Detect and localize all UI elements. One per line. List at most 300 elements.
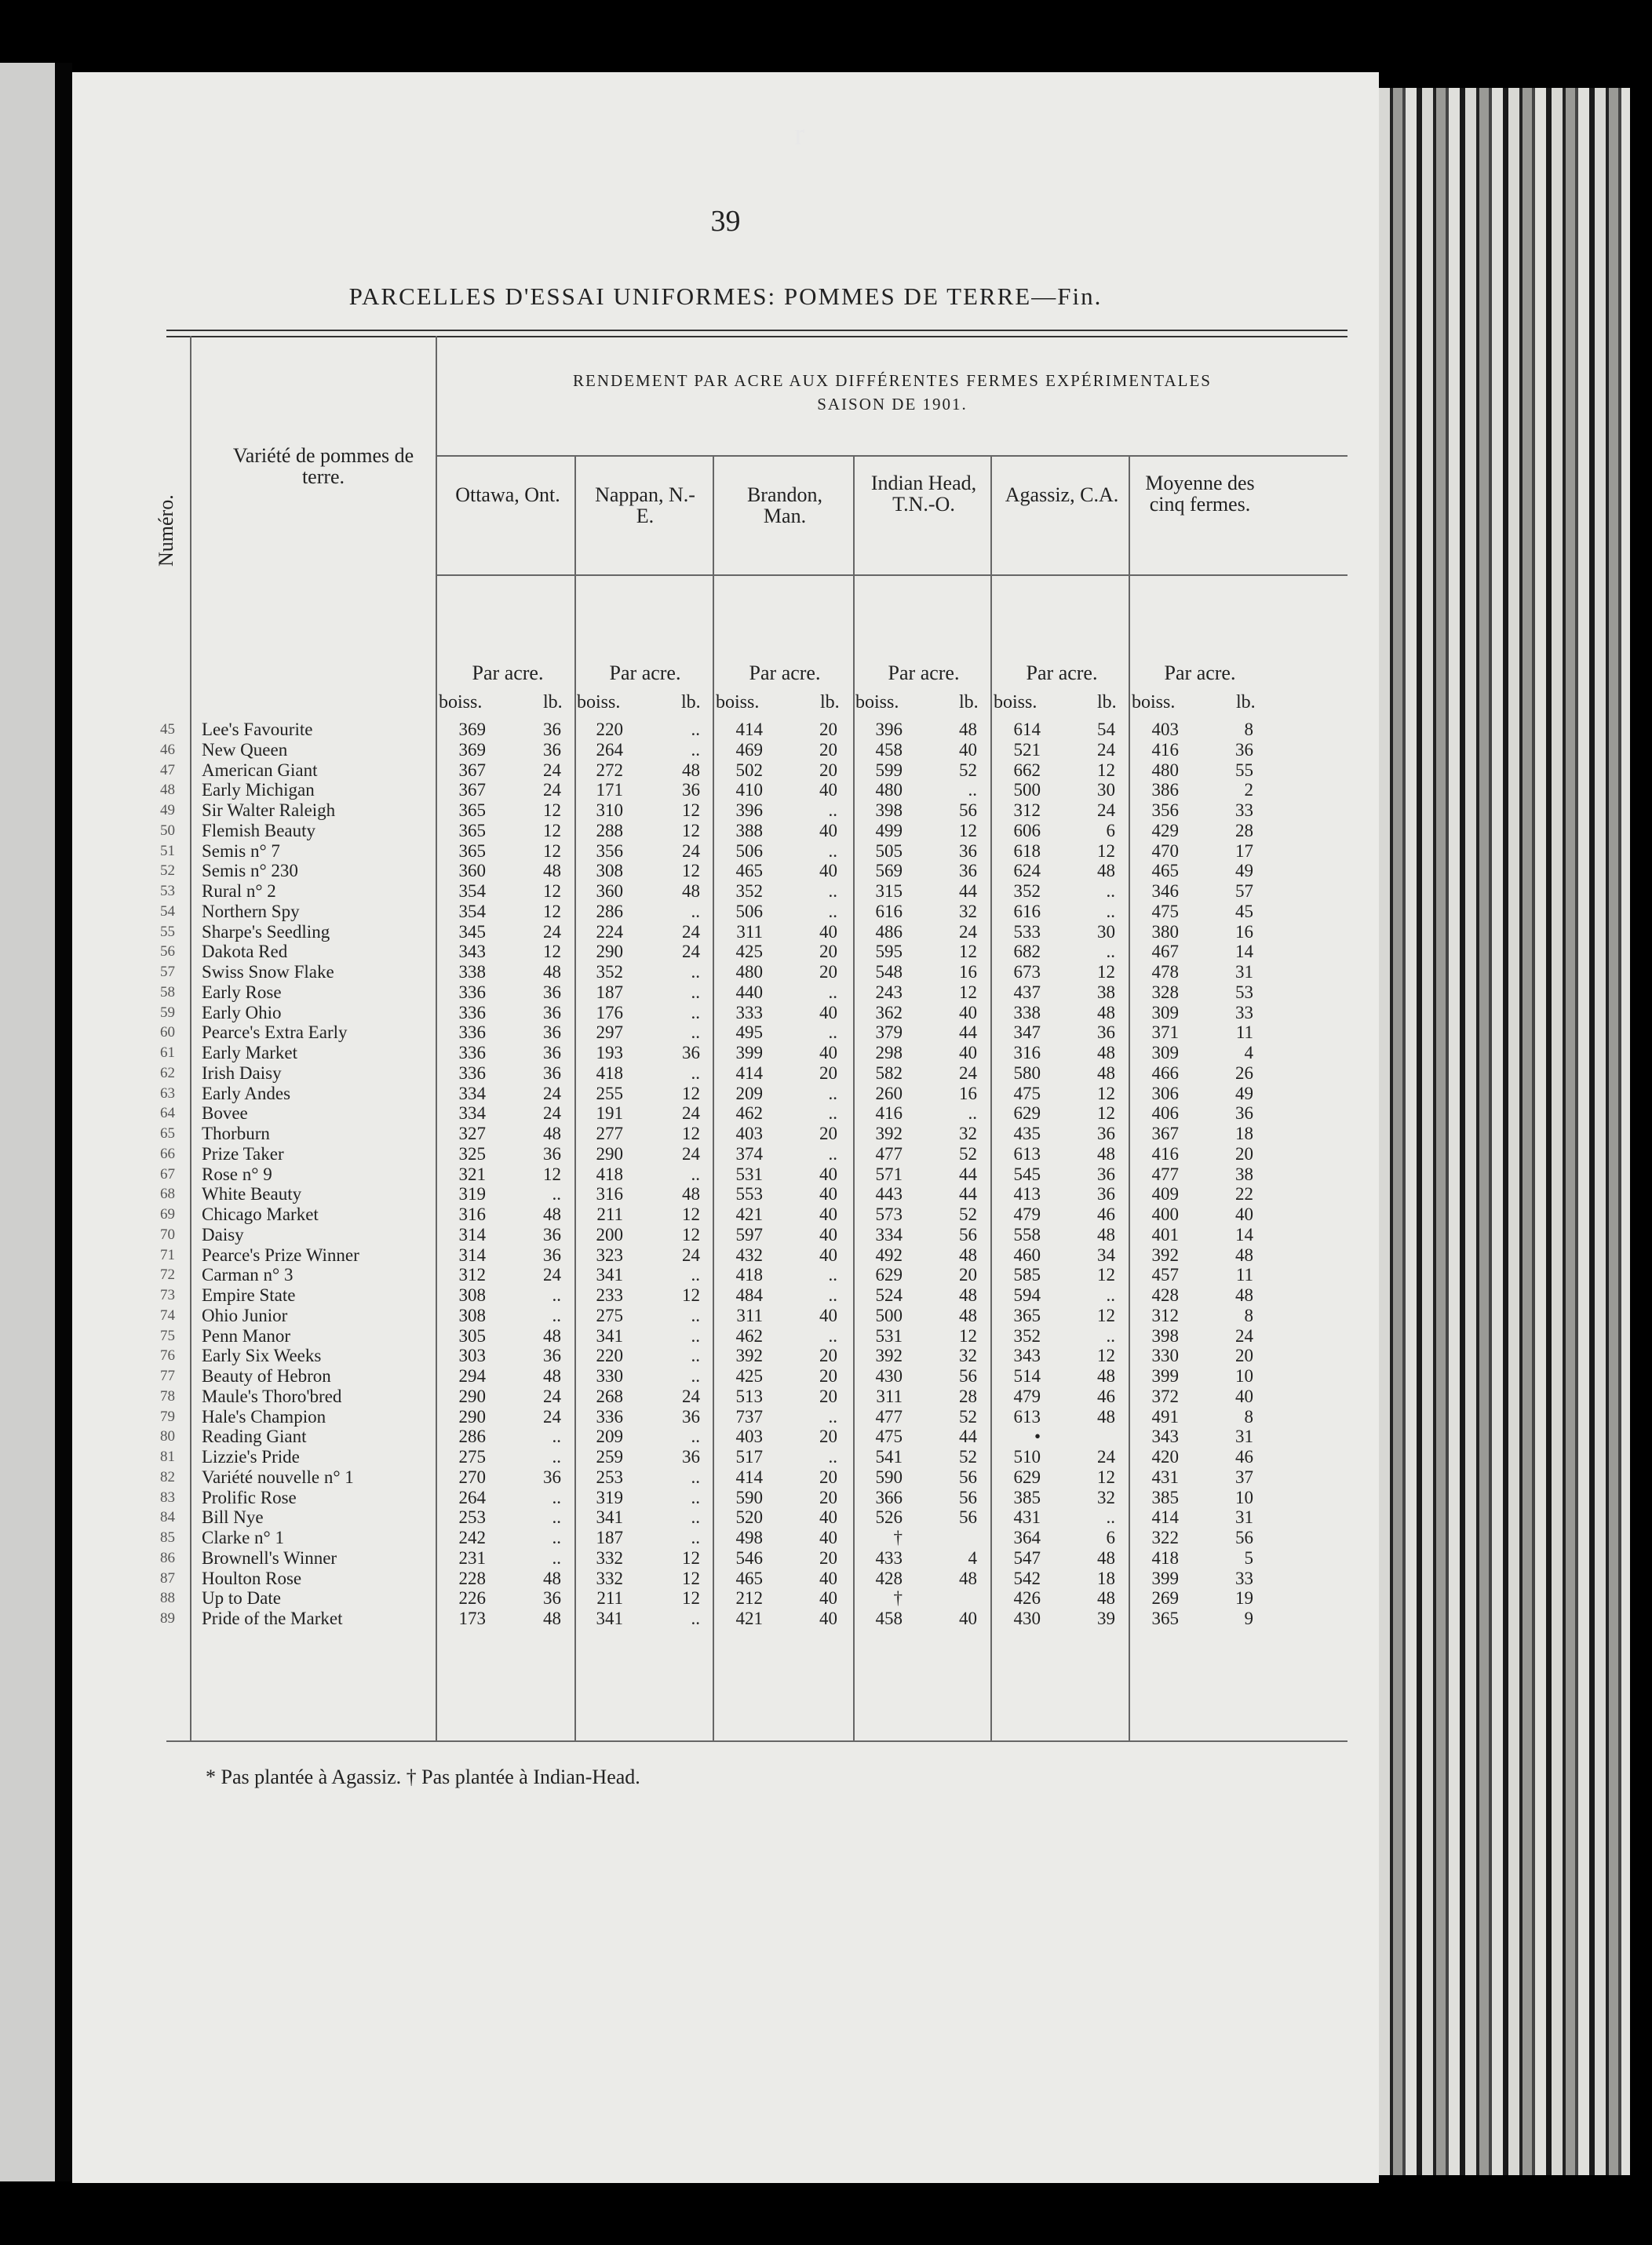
cell-boiss: 309 (1151, 1002, 1179, 1022)
cell-lb: .. (691, 1164, 700, 1184)
cell-lb: 19 (1235, 1588, 1253, 1609)
cell-boiss: 242 (458, 1528, 486, 1547)
cell-boiss: 275 (458, 1447, 486, 1467)
cell-boiss: 462 (735, 1325, 763, 1346)
cell-lb: 49 (1235, 861, 1253, 881)
cell-boiss: 517 (735, 1447, 763, 1467)
table-row (72, 1063, 1379, 1084)
cell-boiss: 275 (596, 1305, 623, 1325)
cell-lb: 20 (819, 962, 837, 982)
cell-lb: 48 (1097, 1588, 1115, 1609)
cell-boiss: 209 (596, 1427, 623, 1447)
cell-lb: 12 (682, 1083, 700, 1103)
cell-lb: 48 (1097, 1062, 1115, 1083)
cell-boiss: 314 (458, 1245, 486, 1265)
row-number: 77 (160, 1368, 175, 1384)
cell-boiss: 414 (1151, 1507, 1179, 1528)
cell-boiss: 418 (1151, 1547, 1179, 1568)
variety-name: Lee's Favourite (202, 720, 313, 739)
unit-lb: lb. (1236, 692, 1256, 712)
table-row (72, 1084, 1379, 1104)
cell-boiss: 506 (735, 840, 763, 861)
cell-lb: .. (828, 1083, 837, 1103)
cell-boiss: 392 (735, 1346, 763, 1366)
cell-boiss: 290 (458, 1386, 486, 1406)
cell-lb: 55 (1235, 760, 1253, 780)
cell-boiss: 298 (875, 1043, 903, 1062)
cell-lb: 36 (1097, 1022, 1115, 1043)
cell-boiss: 187 (596, 982, 623, 1002)
cell-lb: 34 (1097, 1245, 1115, 1265)
cell-boiss: 469 (735, 739, 763, 760)
cell-lb: 48 (1097, 1002, 1115, 1022)
cell-boiss: 431 (1151, 1467, 1179, 1487)
cell-boiss: 321 (458, 1164, 486, 1184)
cell-lb: 52 (959, 1406, 977, 1427)
cell-lb: 9 (1244, 1609, 1253, 1628)
farm-indian-head: Indian Head, T.N.-O. (870, 472, 977, 516)
cell-boiss: 312 (458, 1265, 486, 1285)
cell-lb: .. (552, 1487, 561, 1507)
row-number: 87 (160, 1569, 175, 1587)
cell-lb: 12 (543, 800, 561, 820)
cell-boiss: 590 (735, 1487, 763, 1507)
cell-boiss: 479 (1013, 1205, 1041, 1224)
cell-boiss: 418 (596, 1164, 623, 1184)
row-number: 64 (160, 1105, 175, 1122)
variety-name: Daisy (202, 1224, 244, 1245)
cell-lb: 8 (1244, 1406, 1253, 1427)
row-number: 46 (160, 741, 175, 758)
table-row (72, 760, 1379, 781)
cell-lb: 48 (543, 861, 561, 881)
cell-lb: .. (691, 1467, 700, 1487)
cell-lb: 32 (959, 901, 977, 921)
cell-lb: .. (828, 1103, 837, 1124)
row-number: 83 (160, 1489, 175, 1506)
cell-boiss: 314 (458, 1224, 486, 1245)
left-page-edge (0, 63, 55, 2181)
cell-lb: .. (691, 720, 700, 739)
variety-name: Chicago Market (202, 1205, 319, 1224)
cell-boiss: 416 (875, 1103, 903, 1124)
cell-boiss: 310 (596, 800, 623, 820)
cell-boiss: 315 (875, 881, 903, 901)
page-edges (1379, 88, 1630, 2175)
cell-lb: 40 (819, 1164, 837, 1184)
cell-lb: .. (828, 1447, 837, 1467)
cell-boiss: 308 (458, 1285, 486, 1305)
table-row (72, 841, 1379, 862)
cell-lb: 48 (1235, 1285, 1253, 1305)
cell-boiss: 585 (1013, 1265, 1041, 1285)
cell-boiss: 502 (735, 760, 763, 780)
page-title: PARCELLES D'ESSAI UNIFORMES: POMMES DE TERRE—Fin. (348, 282, 1103, 310)
cell-lb: 5 (1244, 1547, 1253, 1568)
cell-boiss: 606 (1013, 820, 1041, 840)
variety-name: Penn Manor (202, 1325, 291, 1346)
cell-boiss: 341 (596, 1265, 623, 1285)
cell-boiss: 475 (1013, 1083, 1041, 1103)
cell-lb: 36 (543, 720, 561, 739)
cell-lb: 24 (959, 921, 977, 942)
cell-lb: 12 (682, 1285, 700, 1305)
cell-lb: 48 (682, 1184, 700, 1205)
cell-boiss: 435 (1013, 1124, 1041, 1143)
cell-boiss: 341 (596, 1609, 623, 1628)
variety-name: Semis n° 7 (202, 840, 280, 861)
cell-lb: .. (691, 1002, 700, 1022)
cell-boiss: 269 (1151, 1588, 1179, 1609)
table-row (72, 1427, 1379, 1447)
cell-lb: 12 (543, 1164, 561, 1184)
unit-lb: lb. (820, 692, 840, 712)
cell-lb: 24 (543, 760, 561, 780)
cell-boiss: 191 (596, 1103, 623, 1124)
cell-lb: 36 (682, 1406, 700, 1427)
unit-boiss: boiss. (994, 692, 1038, 712)
par-acre-label: Par acre. (888, 661, 960, 684)
row-number: 89 (160, 1610, 175, 1627)
cell-lb: 48 (1097, 1143, 1115, 1164)
cell-lb: 12 (543, 942, 561, 962)
variety-name: Sharpe's Seedling (202, 921, 330, 942)
cell-boiss: 409 (1151, 1184, 1179, 1205)
table-row (72, 1467, 1379, 1488)
cell-boiss: 520 (735, 1507, 763, 1528)
row-number: 79 (160, 1408, 175, 1425)
cell-boiss: 432 (735, 1245, 763, 1265)
cell-lb: 20 (819, 1547, 837, 1568)
cell-boiss: 541 (875, 1447, 903, 1467)
cell-lb: 48 (1097, 1406, 1115, 1427)
cell-lb: 36 (543, 1224, 561, 1245)
cell-boiss: 360 (458, 861, 486, 881)
cell-boiss: 255 (596, 1083, 623, 1103)
row-number: 62 (160, 1064, 175, 1081)
variety-name: Empire State (202, 1285, 296, 1305)
variety-name: Beauty of Hebron (202, 1366, 331, 1386)
cell-boiss: 403 (735, 1124, 763, 1143)
cell-boiss: 212 (735, 1588, 763, 1609)
cell-boiss: 553 (735, 1184, 763, 1205)
cell-boiss: 341 (596, 1507, 623, 1528)
cell-boiss: 477 (875, 1143, 903, 1164)
cell-lb: 12 (682, 1205, 700, 1224)
unit-boiss: boiss. (439, 692, 483, 712)
cell-boiss: 226 (458, 1588, 486, 1609)
cell-lb: 48 (1097, 1043, 1115, 1062)
cell-boiss: 388 (735, 820, 763, 840)
cell-boiss: † (893, 1588, 903, 1609)
cell-lb: 16 (959, 1083, 977, 1103)
cell-boiss: 430 (875, 1366, 903, 1386)
cell-lb: 33 (1235, 800, 1253, 820)
row-number: 74 (160, 1307, 175, 1324)
cell-lb: 44 (959, 1427, 977, 1447)
cell-boiss: 311 (736, 1305, 763, 1325)
cell-lb: 36 (1097, 1184, 1115, 1205)
cell-lb: 40 (819, 1568, 837, 1588)
cell-boiss: 345 (458, 921, 486, 942)
cell-boiss: 288 (596, 820, 623, 840)
cell-lb: .. (828, 800, 837, 820)
cell-boiss: 526 (875, 1507, 903, 1528)
cell-boiss: 403 (1151, 720, 1179, 739)
cell-boiss: 418 (596, 1062, 623, 1083)
cell-lb: .. (828, 982, 837, 1002)
cell-boiss: 290 (596, 1143, 623, 1164)
variety-name: Early Market (202, 1043, 297, 1062)
cell-lb: 20 (819, 1467, 837, 1487)
cell-boiss: 365 (1013, 1305, 1041, 1325)
farm-nappan: Nappan, N.-E. (595, 483, 695, 528)
cell-boiss: 437 (1013, 982, 1041, 1002)
cell-boiss: 480 (735, 962, 763, 982)
table-row (72, 881, 1379, 902)
row-number: 70 (160, 1226, 175, 1243)
row-number: 56 (160, 943, 175, 960)
cell-boiss: 548 (875, 962, 903, 982)
cell-lb: 30 (1097, 780, 1115, 800)
cell-lb: 16 (1235, 921, 1253, 942)
cell-lb: 8 (1244, 720, 1253, 739)
cell-boiss: 403 (735, 1427, 763, 1447)
cell-boiss: 480 (875, 780, 903, 800)
variety-name: Rose n° 9 (202, 1164, 272, 1184)
cell-lb: 26 (1235, 1062, 1253, 1083)
row-number: 69 (160, 1206, 175, 1223)
table-row (72, 1548, 1379, 1569)
cell-boiss: 380 (1151, 921, 1179, 942)
cell-boiss: 327 (458, 1124, 486, 1143)
variety-name: Early Rose (202, 982, 282, 1002)
cell-boiss: 332 (596, 1568, 623, 1588)
cell-lb: 36 (543, 1467, 561, 1487)
row-number: 84 (160, 1509, 175, 1526)
cell-lb: 48 (543, 1366, 561, 1386)
cell-boiss: 176 (596, 1002, 623, 1022)
cell-lb: .. (691, 1325, 700, 1346)
cell-lb: 44 (959, 1164, 977, 1184)
table-row (72, 962, 1379, 982)
variety-name: Ohio Junior (202, 1305, 288, 1325)
top-rule (166, 330, 1347, 331)
cell-boiss: 545 (1013, 1164, 1041, 1184)
cell-lb: 36 (543, 1346, 561, 1366)
table-body (72, 720, 1379, 1629)
cell-lb: 48 (1097, 861, 1115, 881)
cell-lb: 36 (1235, 739, 1253, 760)
cell-boiss: 470 (1151, 840, 1179, 861)
cell-boiss: 354 (458, 901, 486, 921)
cell-lb: 56 (959, 1487, 977, 1507)
cell-boiss: 343 (458, 942, 486, 962)
cell-lb: 56 (959, 1224, 977, 1245)
cell-lb: 24 (959, 1062, 977, 1083)
cell-boiss: 429 (1151, 820, 1179, 840)
cell-lb: .. (1106, 1325, 1115, 1346)
cell-lb: 12 (682, 1224, 700, 1245)
cell-lb: 24 (543, 1265, 561, 1285)
cell-lb: 12 (682, 800, 700, 820)
cell-boiss: 443 (875, 1184, 903, 1205)
cell-boiss: 311 (876, 1386, 903, 1406)
cell-boiss: 542 (1013, 1568, 1041, 1588)
cell-lb: .. (552, 1447, 561, 1467)
cell-boiss: 414 (735, 1467, 763, 1487)
cell-boiss: 510 (1013, 1447, 1041, 1467)
cell-lb: 36 (543, 1143, 561, 1164)
cell-boiss: 547 (1013, 1547, 1041, 1568)
cell-lb: 36 (543, 1043, 561, 1062)
cell-lb: 38 (1235, 1164, 1253, 1184)
cell-lb: 48 (543, 1124, 561, 1143)
cell-boiss: 465 (1151, 861, 1179, 881)
variety-name: Hale's Champion (202, 1406, 326, 1427)
cell-boiss: 558 (1013, 1224, 1041, 1245)
cell-lb: .. (552, 1547, 561, 1568)
cell-boiss: 290 (596, 942, 623, 962)
cell-lb: 12 (682, 1568, 700, 1588)
table-row (72, 1103, 1379, 1124)
cell-lb: 20 (819, 760, 837, 780)
row-number: 57 (160, 964, 175, 980)
table-row (72, 1022, 1379, 1043)
cell-lb: 10 (1235, 1366, 1253, 1386)
cell-boiss: 495 (735, 1022, 763, 1043)
cell-boiss: 465 (735, 1568, 763, 1588)
cell-lb: .. (968, 780, 977, 800)
table-row (72, 1528, 1379, 1548)
cell-lb: 20 (819, 942, 837, 962)
variety-name: Rural n° 2 (202, 881, 276, 901)
cell-lb: .. (691, 1427, 700, 1447)
cell-boiss: 336 (458, 982, 486, 1002)
cell-boiss: 330 (1151, 1346, 1179, 1366)
cell-lb: .. (691, 1062, 700, 1083)
cell-lb: 38 (1097, 982, 1115, 1002)
cell-lb: 40 (1235, 1386, 1253, 1406)
variety-name: Carman n° 3 (202, 1265, 294, 1285)
cell-lb: 46 (1235, 1447, 1253, 1467)
cell-boiss: 268 (596, 1386, 623, 1406)
cell-boiss: 356 (596, 840, 623, 861)
cell-lb: 40 (819, 861, 837, 881)
par-acre-label: Par acre. (472, 661, 544, 684)
cell-boiss: 401 (1151, 1224, 1179, 1245)
cell-lb: 36 (1235, 1103, 1253, 1124)
cell-lb: .. (1106, 1285, 1115, 1305)
cell-lb: 56 (959, 1507, 977, 1528)
cell-boiss: 416 (1151, 1143, 1179, 1164)
table-row (72, 902, 1379, 922)
cell-boiss: 597 (735, 1224, 763, 1245)
row-number: 45 (160, 721, 175, 738)
cell-boiss: 533 (1013, 921, 1041, 942)
cell-boiss: 334 (458, 1103, 486, 1124)
cell-lb: 53 (1235, 982, 1253, 1002)
cell-boiss: 316 (1013, 1043, 1041, 1062)
row-number: 71 (160, 1246, 175, 1263)
cell-lb: 12 (682, 1588, 700, 1609)
cell-boiss: 336 (458, 1002, 486, 1022)
cell-lb: 31 (1235, 962, 1253, 982)
par-acre-label: Par acre. (609, 661, 681, 684)
cell-lb: 46 (1097, 1205, 1115, 1224)
cell-lb: 40 (819, 1043, 837, 1062)
cell-boiss: 341 (596, 1325, 623, 1346)
cell-boiss: 458 (875, 739, 903, 760)
cell-boiss: 224 (596, 921, 623, 942)
unit-lb: lb. (959, 692, 979, 712)
cell-lb: 48 (1097, 1366, 1115, 1386)
cell-lb: 18 (1235, 1124, 1253, 1143)
cell-lb: 20 (819, 720, 837, 739)
cell-boiss: 343 (1151, 1427, 1179, 1447)
cell-lb: 12 (543, 901, 561, 921)
cell-lb: 6 (1106, 1528, 1115, 1547)
cell-boiss: † (893, 1528, 903, 1547)
variety-name: Up to Date (202, 1588, 281, 1609)
cell-boiss: 399 (735, 1043, 763, 1062)
cell-boiss: 414 (735, 720, 763, 739)
cell-boiss: 398 (875, 800, 903, 820)
row-number: 78 (160, 1387, 175, 1405)
cell-lb: 52 (959, 1447, 977, 1467)
header-rule (436, 455, 1347, 457)
variety-name: Variété nouvelle n° 1 (202, 1467, 354, 1487)
cell-boiss: 514 (1013, 1366, 1041, 1386)
cell-boiss: 316 (458, 1205, 486, 1224)
cell-boiss: 546 (735, 1547, 763, 1568)
cell-lb: 20 (819, 1427, 837, 1447)
cell-lb: 31 (1235, 1427, 1253, 1447)
cell-boiss: 582 (875, 1062, 903, 1083)
cell-boiss: 629 (1013, 1467, 1041, 1487)
cell-boiss: 569 (875, 861, 903, 881)
cell-lb: 46 (1097, 1386, 1115, 1406)
cell-boiss: 425 (735, 942, 763, 962)
cell-boiss: 336 (596, 1406, 623, 1427)
cell-lb: 36 (1097, 1164, 1115, 1184)
cell-lb: 20 (819, 1487, 837, 1507)
cell-boiss: 336 (458, 1022, 486, 1043)
cell-boiss: 264 (596, 739, 623, 760)
cell-lb: 52 (959, 1143, 977, 1164)
header-variete: Variété de pommes de terre. (232, 444, 414, 489)
cell-boiss: 571 (875, 1164, 903, 1184)
cell-lb: 48 (959, 720, 977, 739)
variety-name: New Queen (202, 739, 288, 760)
cell-lb: 36 (543, 1062, 561, 1083)
variety-name: White Beauty (202, 1184, 302, 1205)
cell-boiss: 392 (875, 1346, 903, 1366)
cell-lb: 48 (543, 1609, 561, 1628)
cell-boiss: 737 (735, 1406, 763, 1427)
cell-boiss: 220 (596, 1346, 623, 1366)
cell-lb: 12 (1097, 1083, 1115, 1103)
farm-ottawa: Ottawa, Ont. (455, 483, 560, 506)
cell-boiss: 323 (596, 1245, 623, 1265)
cell-lb: 37 (1235, 1467, 1253, 1487)
cell-lb: 36 (543, 1002, 561, 1022)
cell-lb: 40 (819, 1224, 837, 1245)
cell-boiss: 431 (1013, 1507, 1041, 1528)
cell-boiss: 414 (735, 1062, 763, 1083)
cell-lb: 48 (959, 1568, 977, 1588)
cell-boiss: 420 (1151, 1447, 1179, 1467)
